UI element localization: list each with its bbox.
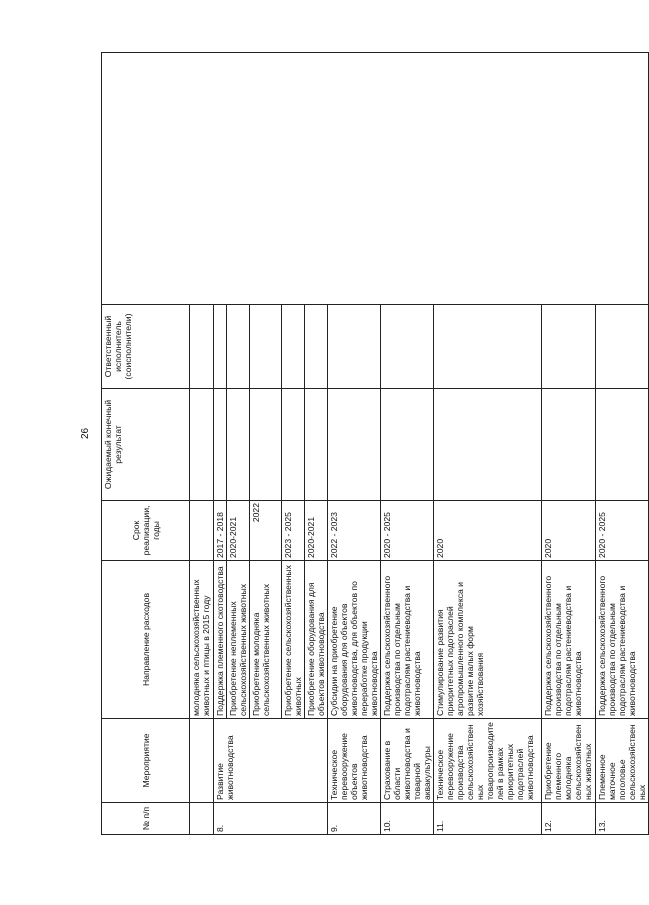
header-row <box>102 53 190 835</box>
direction-cell: Поддержка сельскохозяйственного производства по отдельным подотраслям растениеводства и животноводства <box>381 561 434 719</box>
term-cell: 2022 - 2023 <box>328 501 381 561</box>
direction-cell: Поддержка сельскохозяйственного производства по отдельным подотраслям растениеводства и животноводства <box>596 561 649 719</box>
direction-cell: Поддержка сельскохозяйственного производства по отдельным подотраслям растениеводства и животноводства <box>542 561 596 719</box>
direction-cell: молодняка сельскохозяйственных животных и птицы в 2015 году <box>190 561 214 719</box>
row-number: 12. <box>542 803 596 835</box>
header-event: Мероприятие <box>102 719 190 803</box>
direction-cell: Приобретение молодняка сельскохозяйственных животных <box>250 561 282 719</box>
header-result: Ожидаемый конечный результат <box>102 389 190 501</box>
direction-cell: Приобретение оборудования для объектов животноводства <box>305 561 328 719</box>
blank-column <box>102 53 649 305</box>
term-cell: 2022 <box>250 501 282 561</box>
term-cell: 2020 - 2025 <box>596 501 649 561</box>
header-direction: Направление расходов <box>102 561 190 719</box>
row-number: 11. <box>434 803 542 835</box>
event-cell: Развитие животноводства <box>214 719 328 803</box>
term-cell: 2023 - 2025 <box>282 501 305 561</box>
row-number: 8. <box>214 803 328 835</box>
header-term: Срок реализации, годы <box>102 501 190 561</box>
rotated-table-container <box>101 53 647 835</box>
term-cell: 2017 - 2018 <box>214 501 227 561</box>
event-cell: Техническое перевооружение объектов животноводства <box>328 719 381 803</box>
direction-cell: Поддержка племенного скотоводства <box>214 561 227 719</box>
page-number: 26 <box>80 427 91 439</box>
row-number: 10. <box>381 803 434 835</box>
header-num: № п/п <box>102 803 190 835</box>
term-cell: 2020 <box>434 501 542 561</box>
row-number: 9. <box>328 803 381 835</box>
term-cell: 2020 - 2025 <box>381 501 434 561</box>
event-cell: Страхование в области животноводства и товарной аквакультуры <box>381 719 434 803</box>
direction-cell: Стимулирование развития приоритетных подотраслей агропромышленного комплекса и развитие малых форм хозяйствования <box>434 561 542 719</box>
term-cell: 2020-2021 <box>227 501 250 561</box>
event-cell: Приобретение племенного молодняка сельскохозяйственных животных <box>542 719 596 803</box>
header-executor: Ответственный исполнитель (соисполнители) <box>102 305 190 389</box>
event-cell: Техническое перевооружение производства сельскохозяйственных товаропроизводителей в рамках приоритетных подотраслей животноводства <box>434 719 542 803</box>
term-cell: 2020 <box>542 501 596 561</box>
expenditure-table <box>101 52 649 835</box>
direction-cell: Приобретение сельскохозяйственных животных <box>282 561 305 719</box>
direction-cell: Приобретение неплеменных сельскохозяйственных животных <box>227 561 250 719</box>
row-number: 13. <box>596 803 649 835</box>
direction-cell: Субсидии на приобретение оборудования для объектов животноводства, для объектов по переработке продукции животноводства <box>328 561 381 719</box>
event-cell: Племенное маточное поголовье сельскохозяйственных <box>596 719 649 803</box>
term-cell: 2020-2021 <box>305 501 328 561</box>
